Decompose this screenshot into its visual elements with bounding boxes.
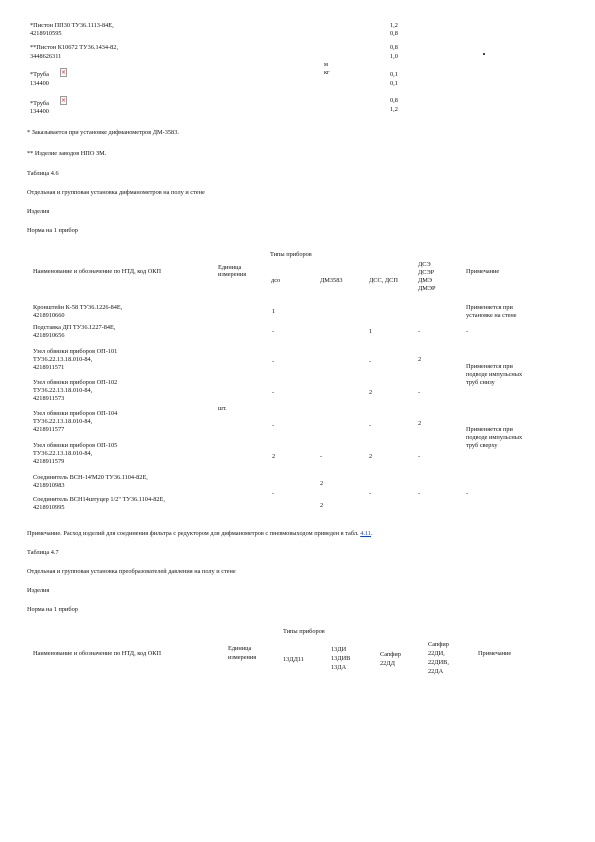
col-sapfir-22di-header: 22ДИ, <box>428 650 445 657</box>
table-cell: 1 <box>272 308 276 315</box>
table-cell: 2 <box>369 453 373 460</box>
table-cell: 2 <box>418 356 422 363</box>
col-sapfir-22dd-header: 22ДД <box>380 660 395 667</box>
table-cell: - <box>418 490 421 497</box>
table-cell: - <box>272 490 275 497</box>
table-row-name: Подставка ДП ТУ36.1227-84Е, <box>33 324 116 331</box>
table-note: труб сверху <box>466 442 498 449</box>
col-name-header: Наименование и обозначение по НТД, код ОКП <box>33 650 162 657</box>
col-unit-header: измерения <box>218 271 247 278</box>
table-row-name: Соединитель ВСН14штуцер 1/2" ТУ36.1104-82Е, <box>33 496 165 503</box>
col-sapfir-22di-header: 22ДА <box>428 668 444 675</box>
table-caption: Таблица 4.6 <box>27 170 59 177</box>
col-dse-header: ДСЭР <box>418 269 435 276</box>
table-title: Отдельная и групповая установка преобразователей давления на полу и стене <box>27 568 236 575</box>
table-note: Применяется при <box>466 363 513 370</box>
item-piston-k10672: **Пистон К10672 ТУ36.1434-82, <box>30 44 119 51</box>
table-cell: 2 <box>320 480 324 487</box>
col-note-header: Примечание <box>478 650 512 657</box>
table-row-name: Кронштейн К-58 ТУ36.1226-84Е, <box>33 304 123 311</box>
items-heading: Изделия <box>27 208 50 215</box>
item-piston-pp30: *Пистон ПП30 ТУ36.1113-84Е, <box>30 22 114 29</box>
table-row-name: 4218911579 <box>33 458 65 465</box>
unit-kg: кг <box>324 69 330 76</box>
table-note: Применяется при <box>466 426 513 433</box>
table-cell: - <box>418 328 421 335</box>
footnote-2: ** Изделие заводов НПО ЗМ. <box>27 150 107 157</box>
table-row-name: 4218911573 <box>33 395 65 402</box>
value-cell: 1,0 <box>390 53 398 60</box>
norm-heading: Норма на 1 прибор <box>27 606 78 613</box>
table-row-name: ТУ36.22.13.18.010-84, <box>33 418 93 425</box>
table-note: подводе импульсных <box>466 434 523 441</box>
item-pipe: *Труба <box>30 100 49 107</box>
norm-heading: Норма на 1 прибор <box>27 227 78 234</box>
table-caption: Таблица 4.7 <box>27 549 59 556</box>
table-cell: - <box>320 453 323 460</box>
col-sapfir-22di-header: Сапфир <box>428 641 449 648</box>
table-row-name: Соединитель ВСН-14'М20 ТУ36.1104-82Е, <box>33 474 148 481</box>
item-pipe-code: 134400 <box>30 108 49 115</box>
value-cell: 1,2 <box>390 106 398 113</box>
table-row-name: 4218911577 <box>33 426 65 433</box>
item-pipe: *Труба <box>30 71 49 78</box>
remark-text <box>27 530 373 538</box>
col-unit-header: Единица <box>228 645 252 652</box>
table-cell: 2 <box>418 420 422 427</box>
table-row-name: Узел обвязки приборов ОП-101 <box>33 348 118 355</box>
table-cell: - <box>272 328 275 335</box>
col-dss-header: ДСС, ДСП <box>369 277 398 284</box>
value-cell: 0,8 <box>390 44 398 51</box>
item-piston-pp30-code: 4218910595 <box>30 30 62 37</box>
types-header: Типы приборов <box>270 251 312 258</box>
remark-body: Примечание. Расход изделий для соединения фильтра с редуктором для дифманометров с пневмовыходом приведен в табл. <box>27 530 359 537</box>
table-note: установке на стене <box>466 312 517 319</box>
table-cell: - <box>418 389 421 396</box>
footnote-1: * Заказывается при установке дифманометров ДМ-3583. <box>27 129 179 136</box>
table-cell: - <box>272 358 275 365</box>
table-cell: - <box>272 389 275 396</box>
table-note: - <box>466 328 469 335</box>
item-pipe-code: 134400 <box>30 80 49 87</box>
col-unit-header: Единица <box>218 264 242 271</box>
unit-m: м <box>324 61 328 68</box>
table-note: Применяется при <box>466 304 513 311</box>
col-dse-header: ДСЭ <box>418 261 431 268</box>
table-row-name: 4218910995 <box>33 504 65 511</box>
table-cell: 2 <box>272 453 276 460</box>
value-cell: 0,1 <box>390 80 398 87</box>
unit-sht: шт. <box>218 405 227 412</box>
stray-dot <box>483 53 485 55</box>
col-dse-header: ДМЭР <box>418 285 436 292</box>
item-piston-k10672-code: 3448626311 <box>30 53 62 60</box>
table-cell: 2 <box>320 502 324 509</box>
table-row-name: Узел обвязки приборов ОП-102 <box>33 379 118 386</box>
types-header: Типы приборов <box>283 628 325 635</box>
col-name-header: Наименование и обозначение по НТД, код ОКП <box>33 268 162 275</box>
col-13di-header: 13ДИ <box>331 646 347 653</box>
table-cell: - <box>272 422 275 429</box>
col-dm3583-header: ДМ3583 <box>320 277 343 284</box>
table-row-name: ТУ36.22.13.18.010-84, <box>33 356 93 363</box>
table-row-name: ТУ36.22.13.18.010-84, <box>33 450 93 457</box>
table-row-name: Узел обвязки приборов ОП-104 <box>33 410 118 417</box>
table-row-name: 4218911571 <box>33 364 65 371</box>
col-13di-header: 13ДИВ <box>331 655 351 662</box>
table-row-name: 4218910983 <box>33 482 65 489</box>
value-cell: 0,8 <box>390 30 398 37</box>
broken-image-icon: × <box>61 97 67 104</box>
col-note-header: Примечание <box>466 268 500 275</box>
col-13di-header: 13ДА <box>331 664 347 671</box>
table-row-name: ТУ36.22.13.18.010-84, <box>33 387 93 394</box>
table-row-name: Узел обвязки приборов ОП-105 <box>33 442 118 449</box>
table-cell: 1 <box>369 328 373 335</box>
table-row-name: 4218910660 <box>33 312 65 319</box>
table-cell: - <box>369 358 372 365</box>
col-sapfir-22dd-header: Сапфир <box>380 651 401 658</box>
col-13dd11-header: 13ДД11 <box>283 656 304 663</box>
table-row-name: 4218910656 <box>33 332 65 339</box>
table-cell: - <box>369 490 372 497</box>
table-note: труб снизу <box>466 379 495 386</box>
remark-end: . <box>371 530 373 537</box>
broken-image-icon: × <box>61 69 67 76</box>
value-cell: 0,8 <box>390 97 398 104</box>
table-cell: 2 <box>369 389 373 396</box>
value-cell: 0,1 <box>390 71 398 78</box>
table-note: подводе импульсных <box>466 371 523 378</box>
table-cell: - <box>369 422 372 429</box>
table-link[interactable]: 4.11 <box>360 530 371 537</box>
value-cell: 1,2 <box>390 22 398 29</box>
col-dso-header: дсо <box>271 277 281 284</box>
col-sapfir-22di-header: 22ДИВ, <box>428 659 449 666</box>
items-heading: Изделия <box>27 587 50 594</box>
table-note: - <box>466 490 469 497</box>
table-title: Отдельная и групповая установка дифманометров на полу и стене <box>27 189 205 196</box>
col-unit-header: измерения <box>228 654 257 661</box>
table-cell: - <box>418 453 421 460</box>
col-dse-header: ДМЭ <box>418 277 433 284</box>
